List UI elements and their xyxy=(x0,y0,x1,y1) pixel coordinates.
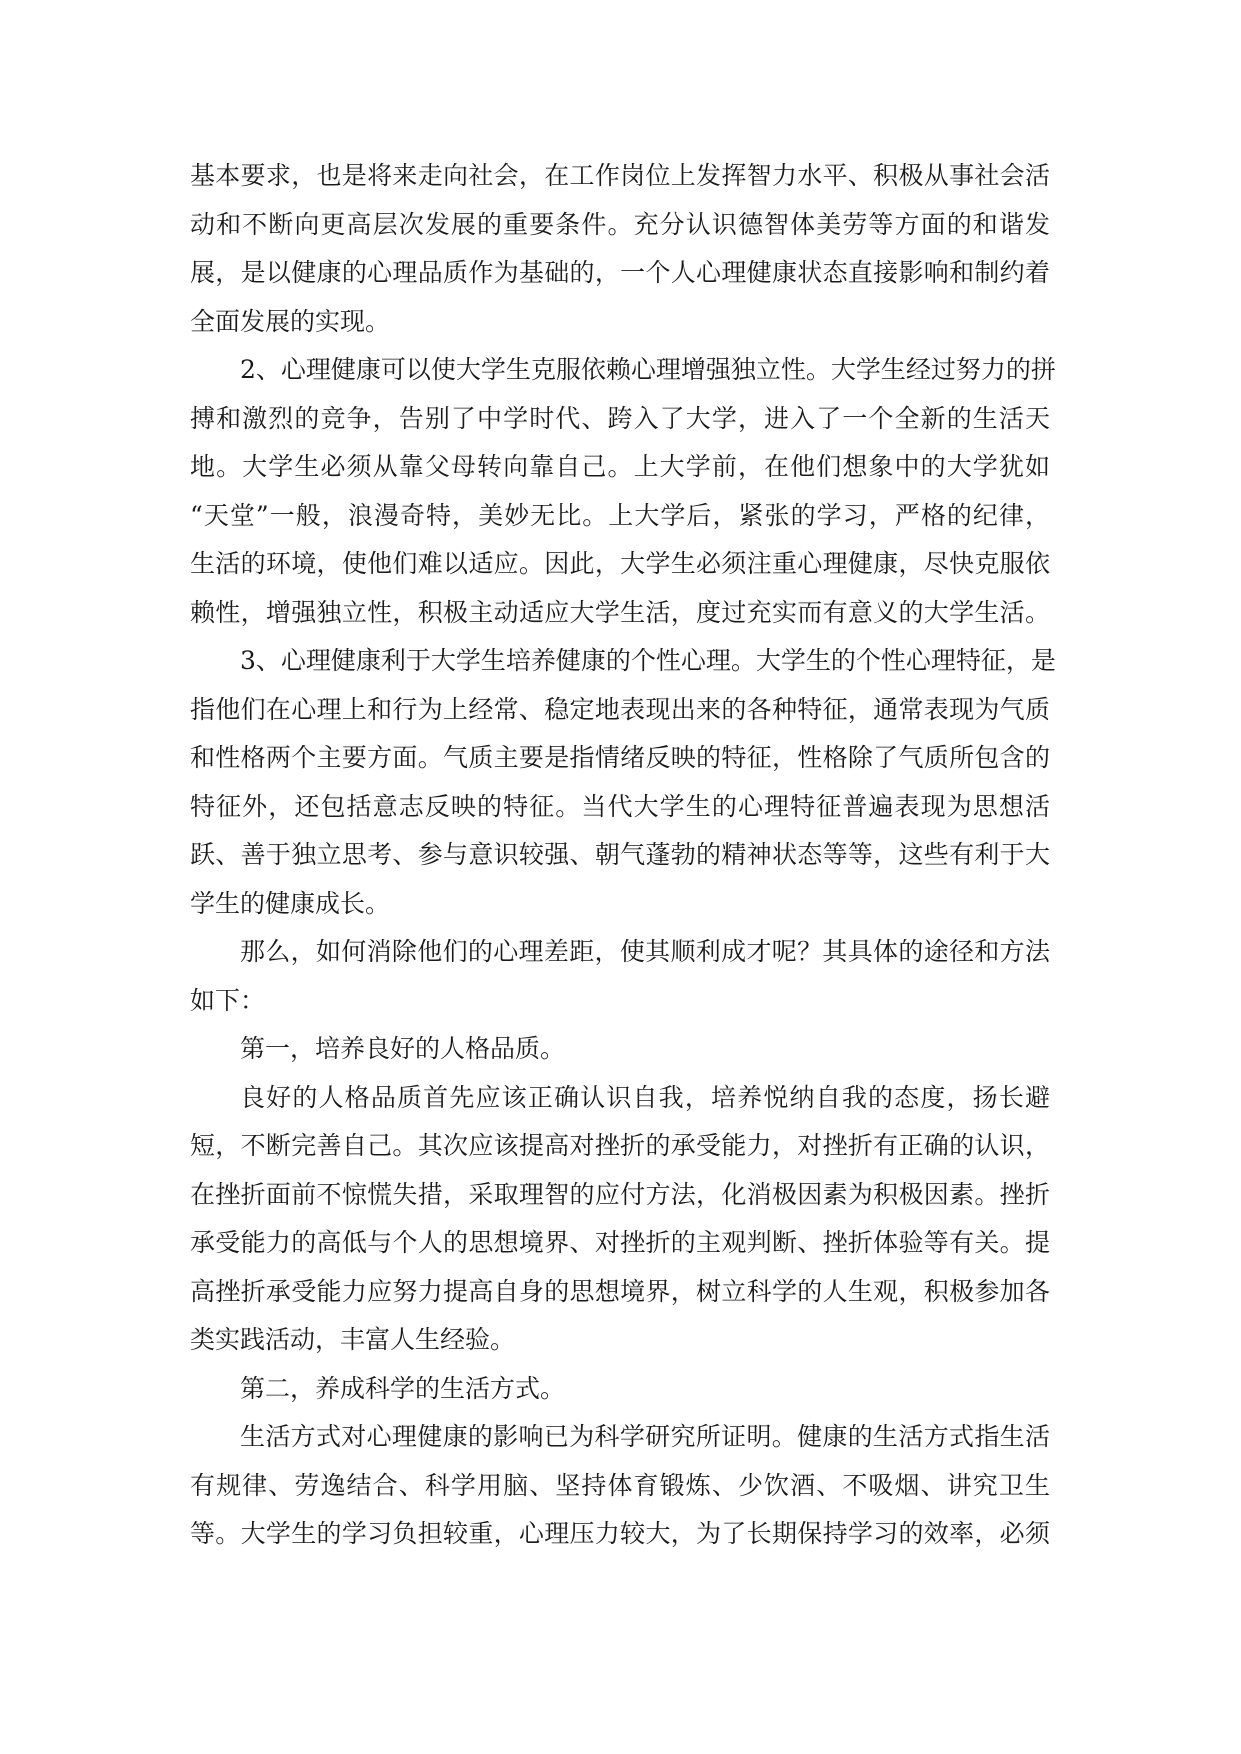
text-line: 基本要求，也是将来走向社会，在工作岗位上发挥智力水平、积极从事社会活 xyxy=(190,161,1050,190)
text-line: 如下： xyxy=(190,985,266,1015)
text-line: 高挫折承受能力应努力提高自身的思想境界，树立科学的人生观，积极参加各 xyxy=(190,1276,1050,1306)
text-line: 全面发展的实现。 xyxy=(190,306,391,336)
text-line: 3、心理健康利于大学生培养健康的个性心理。大学生的个性心理特征，是 xyxy=(240,646,1056,675)
text-line: 和性格两个主要方面。气质主要是指情绪反映的特征，性格除了气质所包含的 xyxy=(190,743,1050,772)
body-text xyxy=(190,152,1056,1559)
text-line: 2、心理健康可以使大学生克服依赖心理增强独立性。大学生经过努力的拼 xyxy=(240,355,1056,384)
text-line: 在挫折面前不惊慌失措，采取理智的应付方法，化消极因素为积极因素。挫折 xyxy=(190,1179,1050,1209)
text-line: 学生的健康成长。 xyxy=(190,888,391,918)
text-line: 特征外，还包括意志反映的特征。当代大学生的心理特征普遍表现为思想活 xyxy=(190,791,1050,821)
text-line: 赖性，增强独立性，积极主动适应大学生活，度过充实而有意义的大学生活。 xyxy=(190,597,1050,627)
text-line: 地。大学生必须从靠父母转向靠自己。上大学前，在他们想象中的大学犹如 xyxy=(190,452,1050,481)
text-line: 指他们在心理上和行为上经常、稳定地表现出来的各种特征，通常表现为气质 xyxy=(190,694,1050,724)
text-line: 类实践活动，丰富人生经验。 xyxy=(190,1325,516,1354)
text-line: 良好的人格品质首先应该正确认识自我，培养悦纳自我的态度，扬长避 xyxy=(240,1082,1050,1112)
text-line: 等。大学生的学习负担较重，心理压力较大，为了长期保持学习的效率，必须 xyxy=(190,1519,1050,1548)
text-line: 有规律、劳逸结合、科学用脑、坚持体育锻炼、少饮酒、不吸烟、讲究卫生 xyxy=(190,1470,1050,1500)
text-line: 那么，如何消除他们的心理差距，使其顺利成才呢？其具体的途径和方法 xyxy=(240,937,1050,966)
text-line: 搏和激烈的竞争，告别了中学时代、跨入了大学，进入了一个全新的生活天 xyxy=(190,403,1050,433)
text-line: 生活的环境，使他们难以适应。因此，大学生必须注重心理健康，尽快克服依 xyxy=(190,549,1050,578)
text-line: 生活方式对心理健康的影响已为科学研究所证明。健康的生活方式指生活 xyxy=(240,1422,1050,1451)
section-heading: 第一，培养良好的人格品质。 xyxy=(240,1034,566,1063)
text-line: 动和不断向更高层次发展的重要条件。充分认识德智体美劳等方面的和谐发 xyxy=(190,209,1050,239)
text-line: 跃、善于独立思考、参与意识较强、朝气蓬勃的精神状态等等，这些有利于大 xyxy=(190,840,1050,869)
text-line: “天堂”一般，浪漫奇特，美妙无比。上大学后，紧张的学习，严格的纪律， xyxy=(190,500,1050,530)
section-heading: 第二，养成科学的生活方式。 xyxy=(240,1373,566,1403)
text-line: 展，是以健康的心理品质作为基础的，一个人心理健康状态直接影响和制约着 xyxy=(190,258,1050,287)
text-line: 短，不断完善自己。其次应该提高对挫折的承受能力，对挫折有正确的认识， xyxy=(190,1131,1050,1160)
text-line: 承受能力的高低与个人的思想境界、对挫折的主观判断、挫折体验等有关。提 xyxy=(190,1228,1050,1257)
